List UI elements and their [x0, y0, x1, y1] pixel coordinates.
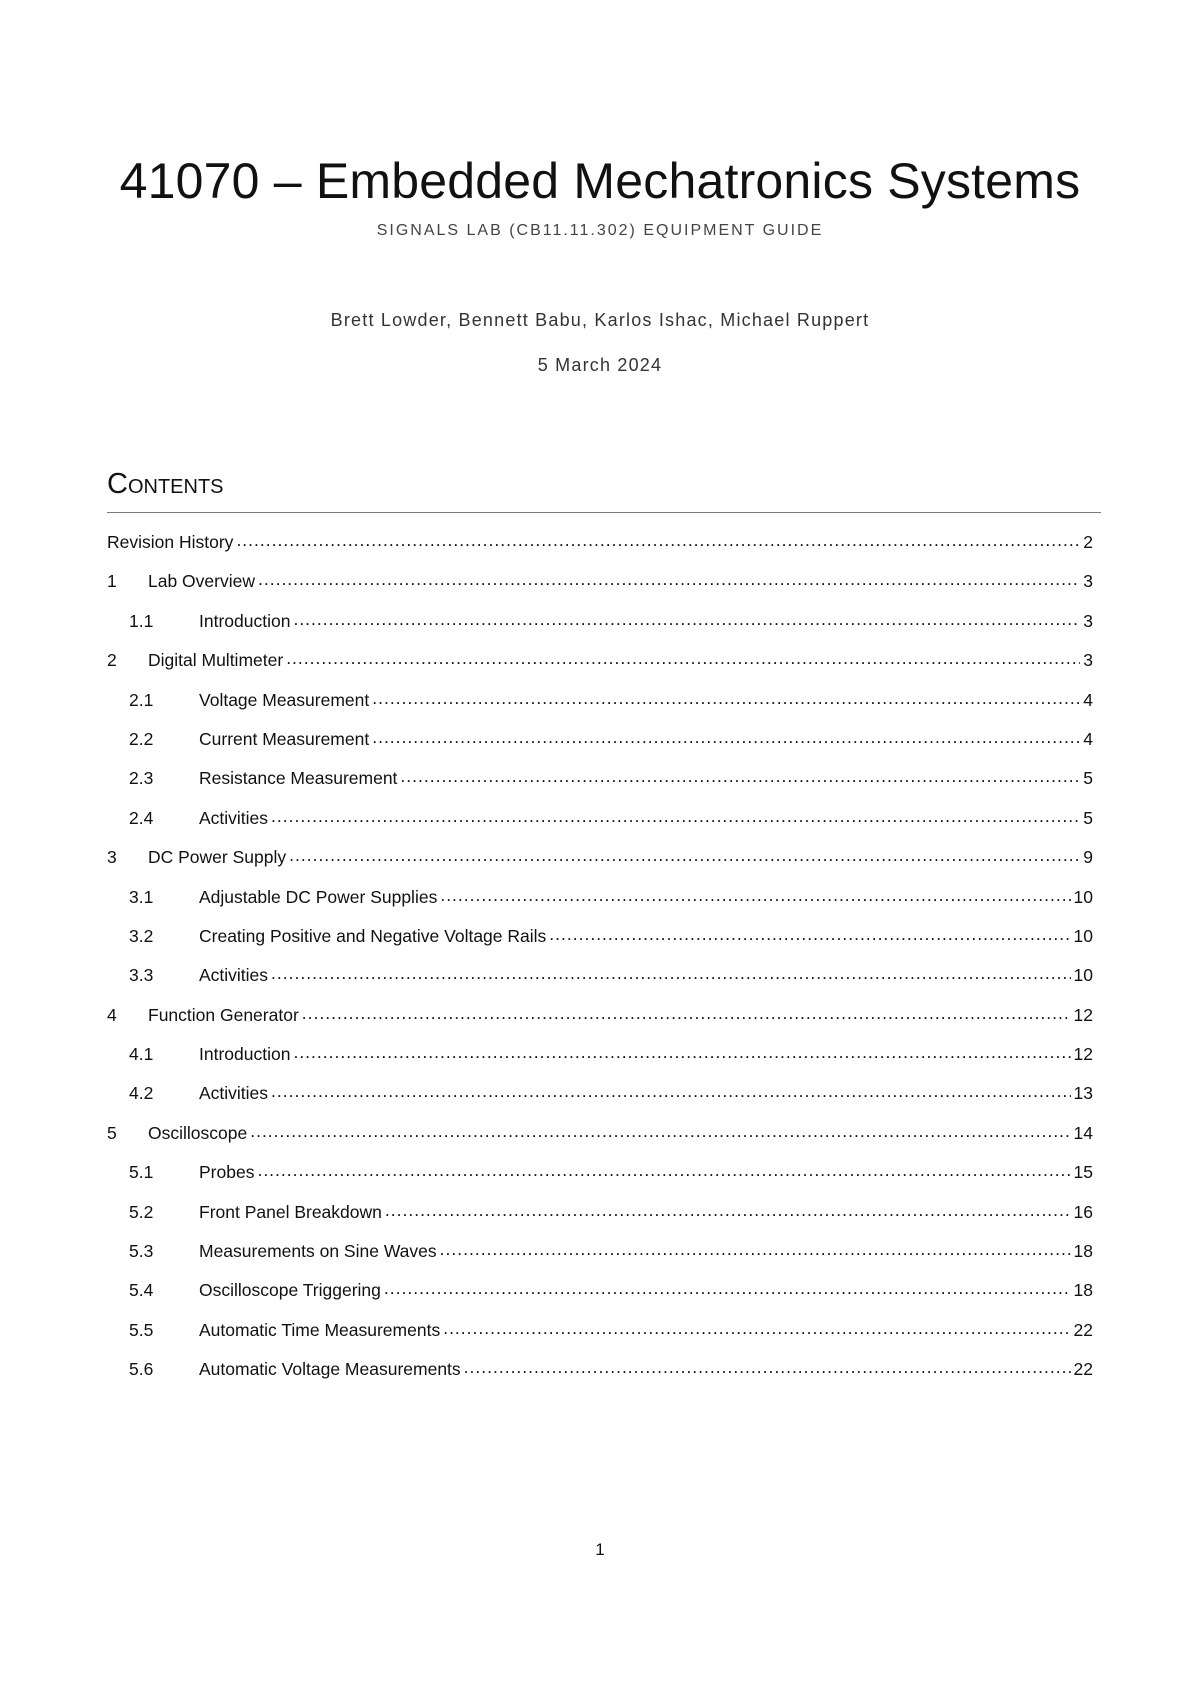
- toc-entry[interactable]: [107, 768, 1093, 807]
- toc-dot-leader: [440, 885, 1070, 906]
- toc-entry-page: 5: [1083, 807, 1093, 828]
- toc-entry-label: Lab Overview: [148, 571, 255, 592]
- toc-entry-number: 3.2: [129, 925, 154, 946]
- toc-dot-leader: [286, 648, 1080, 669]
- toc-dot-leader: [236, 530, 1080, 551]
- toc-dot-leader: [302, 1003, 1071, 1024]
- toc-entry-page: 2: [1083, 532, 1093, 552]
- toc-entry-number: 3.1: [129, 886, 154, 907]
- toc-entry-label: Front Panel Breakdown: [199, 1201, 382, 1222]
- toc-entry[interactable]: [107, 729, 1093, 768]
- page-number: 1: [595, 1540, 605, 1559]
- toc-entry-page: 18: [1073, 1241, 1093, 1262]
- toc-entry-page: 22: [1073, 1359, 1093, 1380]
- toc-entry-page: 12: [1073, 1044, 1093, 1065]
- toc-entry[interactable]: [107, 965, 1093, 1004]
- toc-entry-number: 4.2: [129, 1083, 154, 1104]
- toc-entry-label: Automatic Voltage Measurements: [199, 1359, 461, 1380]
- toc-entry-page: 5: [1083, 768, 1093, 789]
- toc-entry-page: 14: [1073, 1122, 1093, 1143]
- toc-entry[interactable]: [107, 887, 1093, 926]
- toc-entry-number: 4: [107, 1004, 117, 1025]
- toc-entry[interactable]: [107, 847, 1093, 886]
- toc-entry-label: Resistance Measurement: [199, 768, 398, 789]
- toc-entry[interactable]: [107, 926, 1093, 965]
- toc-entry-page: 4: [1083, 728, 1093, 749]
- toc-entry-label: Measurements on Sine Waves: [199, 1241, 437, 1262]
- toc-dot-leader: [258, 569, 1080, 590]
- toc-entry-number: 4.1: [129, 1044, 154, 1065]
- toc-entry-label: Revision History: [107, 532, 234, 552]
- toc-entry-page: 12: [1073, 1004, 1093, 1025]
- toc-entry-number: 1.1: [129, 610, 154, 631]
- toc-entry[interactable]: [107, 808, 1093, 847]
- toc-entry[interactable]: [107, 1005, 1093, 1044]
- toc-entry-page: 22: [1073, 1319, 1093, 1340]
- toc-entry-page: 10: [1073, 886, 1093, 907]
- toc-dot-leader: [271, 1081, 1070, 1102]
- toc-entry-page: 15: [1073, 1162, 1093, 1183]
- toc-entry-number: 5.5: [129, 1319, 154, 1340]
- toc-entry[interactable]: [107, 1044, 1093, 1083]
- toc-dot-leader: [464, 1357, 1071, 1378]
- table-of-contents: [107, 532, 1093, 1399]
- toc-entry[interactable]: [107, 650, 1093, 689]
- toc-entry-number: 2.4: [129, 807, 154, 828]
- toc-entry-label: Probes: [199, 1162, 255, 1183]
- toc-entry-page: 9: [1083, 847, 1093, 868]
- toc-dot-leader: [289, 845, 1080, 866]
- toc-entry-page: 4: [1083, 689, 1093, 710]
- toc-entry-label: Creating Positive and Negative Voltage Rails: [199, 925, 547, 946]
- toc-entry-page: 3: [1083, 650, 1093, 671]
- toc-entry-label: Activities: [199, 965, 269, 986]
- toc-entry-page: 10: [1073, 965, 1093, 986]
- toc-entry-number: 5.3: [129, 1241, 154, 1262]
- toc-entry-page: 3: [1083, 571, 1093, 592]
- toc-entry-label: Voltage Measurement: [199, 689, 370, 710]
- toc-entry[interactable]: [107, 1202, 1093, 1241]
- toc-entry-number: 5.4: [129, 1280, 154, 1301]
- document-authors: Brett Lowder, Bennett Babu, Karlos Ishac, Michael Ruppert: [330, 310, 870, 330]
- document-title: 41070 – Embedded Mechatronics Systems: [119, 153, 1081, 209]
- toc-entry[interactable]: [107, 1280, 1093, 1319]
- toc-entry-label: Automatic Time Measurements: [199, 1319, 441, 1340]
- toc-dot-leader: [250, 1121, 1070, 1142]
- toc-dot-leader: [257, 1160, 1070, 1181]
- toc-entry-label: Current Measurement: [199, 728, 370, 749]
- toc-entry-label: Digital Multimeter: [148, 650, 284, 671]
- toc-entry-page: 10: [1073, 925, 1093, 946]
- toc-dot-leader: [443, 1318, 1070, 1339]
- toc-dot-leader: [385, 1200, 1071, 1221]
- toc-entry-label: Introduction: [199, 1044, 291, 1065]
- toc-entry[interactable]: [107, 571, 1093, 610]
- toc-heading: Contents: [107, 468, 224, 500]
- document-date: 5 March 2024: [537, 355, 663, 375]
- toc-entry-number: 3: [107, 847, 117, 868]
- toc-dot-leader: [372, 727, 1080, 748]
- toc-entry[interactable]: [107, 1123, 1093, 1162]
- toc-entry-number: 2: [107, 650, 117, 671]
- toc-dot-leader: [293, 1042, 1070, 1063]
- document-subtitle: SIGNALS LAB (CB11.11.302) EQUIPMENT GUIDE: [376, 222, 824, 239]
- toc-entry-label: DC Power Supply: [148, 847, 287, 868]
- toc-entry-number: 2.1: [129, 689, 154, 710]
- toc-entry-number: 5.1: [129, 1162, 154, 1183]
- toc-entry-page: 13: [1073, 1083, 1093, 1104]
- toc-entry-label: Activities: [199, 1083, 269, 1104]
- toc-entry[interactable]: [107, 1359, 1093, 1398]
- toc-dot-leader: [400, 766, 1080, 787]
- toc-dot-leader: [384, 1278, 1071, 1299]
- toc-entry-number: 5: [107, 1122, 117, 1143]
- toc-entry-number: 2.2: [129, 728, 154, 749]
- toc-entry[interactable]: [107, 1241, 1093, 1280]
- toc-entry[interactable]: [107, 532, 1093, 571]
- toc-entry-label: Introduction: [199, 610, 291, 631]
- toc-entry-number: 3.3: [129, 965, 154, 986]
- toc-entry-label: Function Generator: [148, 1004, 299, 1025]
- toc-entry-page: 3: [1083, 610, 1093, 631]
- toc-entry[interactable]: [107, 1162, 1093, 1201]
- toc-entry-label: Oscilloscope Triggering: [199, 1280, 381, 1301]
- toc-entry-page: 18: [1073, 1280, 1093, 1301]
- toc-divider: [107, 512, 1101, 513]
- toc-dot-leader: [440, 1239, 1071, 1260]
- toc-dot-leader: [271, 806, 1080, 827]
- toc-entry-number: 2.3: [129, 768, 154, 789]
- toc-entry-number: 5.6: [129, 1359, 154, 1380]
- toc-entry-number: 5.2: [129, 1201, 154, 1222]
- toc-entry[interactable]: [107, 690, 1093, 729]
- toc-dot-leader: [271, 963, 1070, 984]
- toc-entry[interactable]: [107, 1320, 1093, 1359]
- toc-entry-page: 16: [1073, 1201, 1093, 1222]
- toc-entry-number: 1: [107, 571, 117, 592]
- toc-entry-label: Adjustable DC Power Supplies: [199, 886, 438, 907]
- toc-entry[interactable]: [107, 611, 1093, 650]
- toc-dot-leader: [293, 609, 1080, 630]
- toc-dot-leader: [549, 924, 1070, 945]
- toc-dot-leader: [372, 688, 1080, 709]
- toc-entry[interactable]: [107, 1083, 1093, 1122]
- toc-entry-label: Oscilloscope: [148, 1122, 248, 1143]
- toc-entry-label: Activities: [199, 807, 269, 828]
